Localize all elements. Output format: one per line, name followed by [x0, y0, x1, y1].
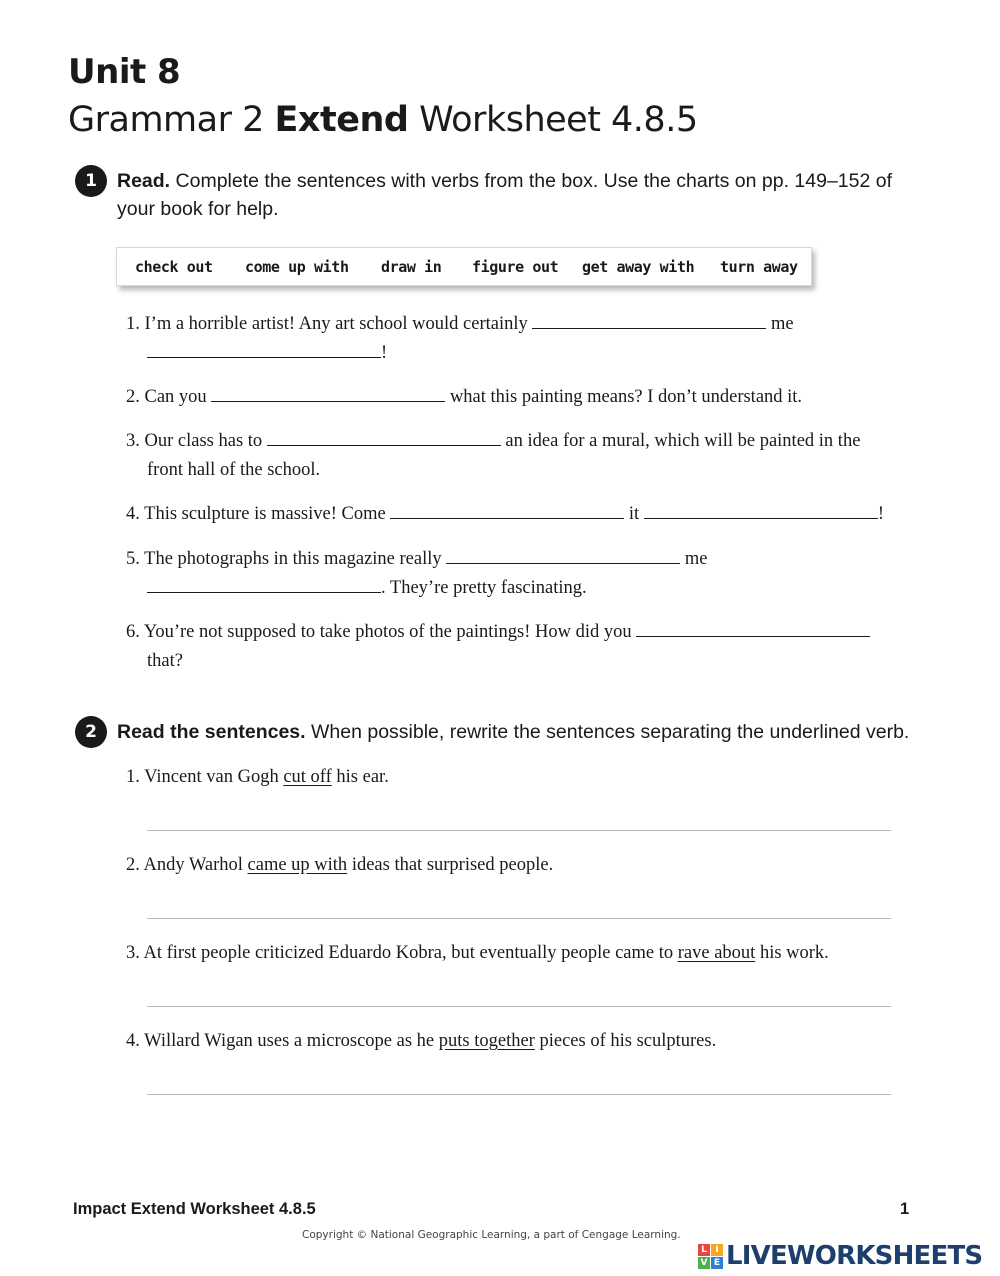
section-2-lead: Read the sentences.	[117, 721, 306, 743]
exercise-1-item-cont	[147, 339, 387, 368]
word-box-item: come up with	[245, 258, 349, 276]
page-number: 1	[900, 1200, 910, 1218]
answer-blank[interactable]	[267, 445, 501, 446]
logo-tiles-icon	[698, 1244, 723, 1269]
answer-blank[interactable]	[211, 401, 445, 402]
exercise-1-item	[126, 427, 860, 456]
exercise-1-item	[126, 500, 884, 529]
brand-name: LIVEWORKSHEETS	[726, 1241, 983, 1271]
answer-blank[interactable]	[644, 518, 878, 519]
underlined-verb: cut off	[283, 767, 332, 787]
answer-line[interactable]	[147, 1094, 891, 1095]
item-text: what this painting means? I don’t understand it.	[449, 387, 803, 407]
item-text: Vincent van Gogh	[144, 767, 279, 787]
answer-line[interactable]	[147, 1006, 891, 1007]
answer-blank[interactable]	[390, 518, 624, 519]
item-text: Willard Wigan uses a microscope as he	[144, 1031, 435, 1051]
section-2-instruction	[117, 718, 937, 746]
answer-line[interactable]	[147, 830, 891, 831]
section-1-lead: Read.	[117, 170, 171, 192]
exercise-1-item-cont: front hall of the school.	[147, 460, 321, 480]
item-text: Can you	[144, 387, 207, 407]
word-box-item: turn away	[720, 258, 798, 276]
underlined-verb: came up with	[247, 855, 348, 875]
section-2-instruction-text: When possible, rewrite the sentences separating the underlined verb.	[305, 721, 910, 743]
logo-tile: L	[698, 1244, 710, 1256]
item-text: You’re not supposed to take photos of the paintings! How did you	[143, 622, 632, 642]
item-text: an idea for a mural, which will be painted in the	[505, 431, 861, 451]
worksheet-title	[68, 100, 698, 140]
answer-blank[interactable]	[532, 328, 766, 329]
word-box-item: check out	[135, 258, 213, 276]
item-text: his ear.	[336, 767, 389, 787]
item-number: 6.	[126, 622, 140, 642]
exercise-2-item	[126, 763, 389, 792]
item-text: This sculpture is massive! Come	[144, 504, 386, 524]
item-text: me	[684, 549, 708, 569]
item-number: 4.	[126, 1031, 140, 1051]
section-1-instruction	[117, 167, 937, 195]
word-box-item: draw in	[381, 258, 442, 276]
item-number: 5.	[126, 549, 140, 569]
item-number: 2.	[126, 387, 140, 407]
item-number: 2.	[126, 855, 140, 875]
exercise-1-item	[126, 310, 794, 339]
item-number: 3.	[126, 431, 140, 451]
answer-blank[interactable]	[446, 563, 680, 564]
liveworksheets-logo[interactable]	[698, 1240, 982, 1272]
exercise-1-item-cont: that?	[147, 651, 183, 671]
item-number: 4.	[126, 504, 140, 524]
item-text: The photographs in this magazine really	[144, 549, 442, 569]
item-text: Our class has to	[144, 431, 263, 451]
item-text: ideas that surprised people.	[351, 855, 554, 875]
exercise-2-item	[126, 939, 829, 968]
exercise-1-item	[126, 618, 870, 647]
item-text: pieces of his sculptures.	[539, 1031, 717, 1051]
exercise-1-item	[126, 383, 802, 412]
item-text: his work.	[759, 943, 829, 963]
exercise-2-item	[126, 1027, 716, 1056]
item-text: Andy Warhol	[143, 855, 243, 875]
word-box-item: get away with	[582, 258, 695, 276]
section-1-number-badge: 1	[75, 165, 107, 197]
logo-tile: I	[711, 1244, 723, 1256]
section-1-instruction-text: Complete the sentences with verbs from the box. Use the charts on pp. 149–152 of	[170, 170, 893, 192]
item-text: I’m a horrible artist! Any art school would certainly	[144, 314, 528, 334]
exercise-2-item	[126, 851, 553, 880]
logo-tile: E	[711, 1257, 723, 1269]
section-2-number-badge: 2	[75, 716, 107, 748]
word-box	[116, 247, 812, 286]
underlined-verb: rave about	[677, 943, 756, 963]
logo-tile: V	[698, 1257, 710, 1269]
subtitle-pre: Grammar 2	[68, 100, 275, 140]
item-text: !	[381, 343, 388, 363]
footer-title: Impact Extend Worksheet 4.8.5	[73, 1200, 316, 1218]
item-text: me	[771, 314, 794, 334]
item-text: it	[628, 504, 640, 524]
item-number: 3.	[126, 943, 140, 963]
underlined-verb: puts together	[438, 1031, 535, 1051]
word-box-item: figure out	[472, 258, 559, 276]
item-number: 1.	[126, 767, 140, 787]
item-text: At first people criticized Eduardo Kobra, but eventually people came to	[143, 943, 674, 963]
copyright: Copyright © National Geographic Learning, a part of Cengage Learning.	[302, 1229, 681, 1241]
item-text: . They’re pretty fascinating.	[381, 578, 587, 598]
item-number: 1.	[126, 314, 140, 334]
item-text: !	[877, 504, 884, 524]
unit-title: Unit 8	[68, 52, 181, 92]
exercise-1-item	[126, 545, 708, 574]
answer-blank[interactable]	[147, 592, 381, 593]
subtitle-post: Worksheet 4.8.5	[408, 100, 698, 140]
answer-blank[interactable]	[636, 636, 870, 637]
answer-blank[interactable]	[147, 357, 381, 358]
exercise-1-item-cont	[147, 574, 587, 603]
subtitle-bold: Extend	[274, 100, 409, 140]
answer-line[interactable]	[147, 918, 891, 919]
section-1-instruction-cont: your book for help.	[117, 198, 279, 220]
